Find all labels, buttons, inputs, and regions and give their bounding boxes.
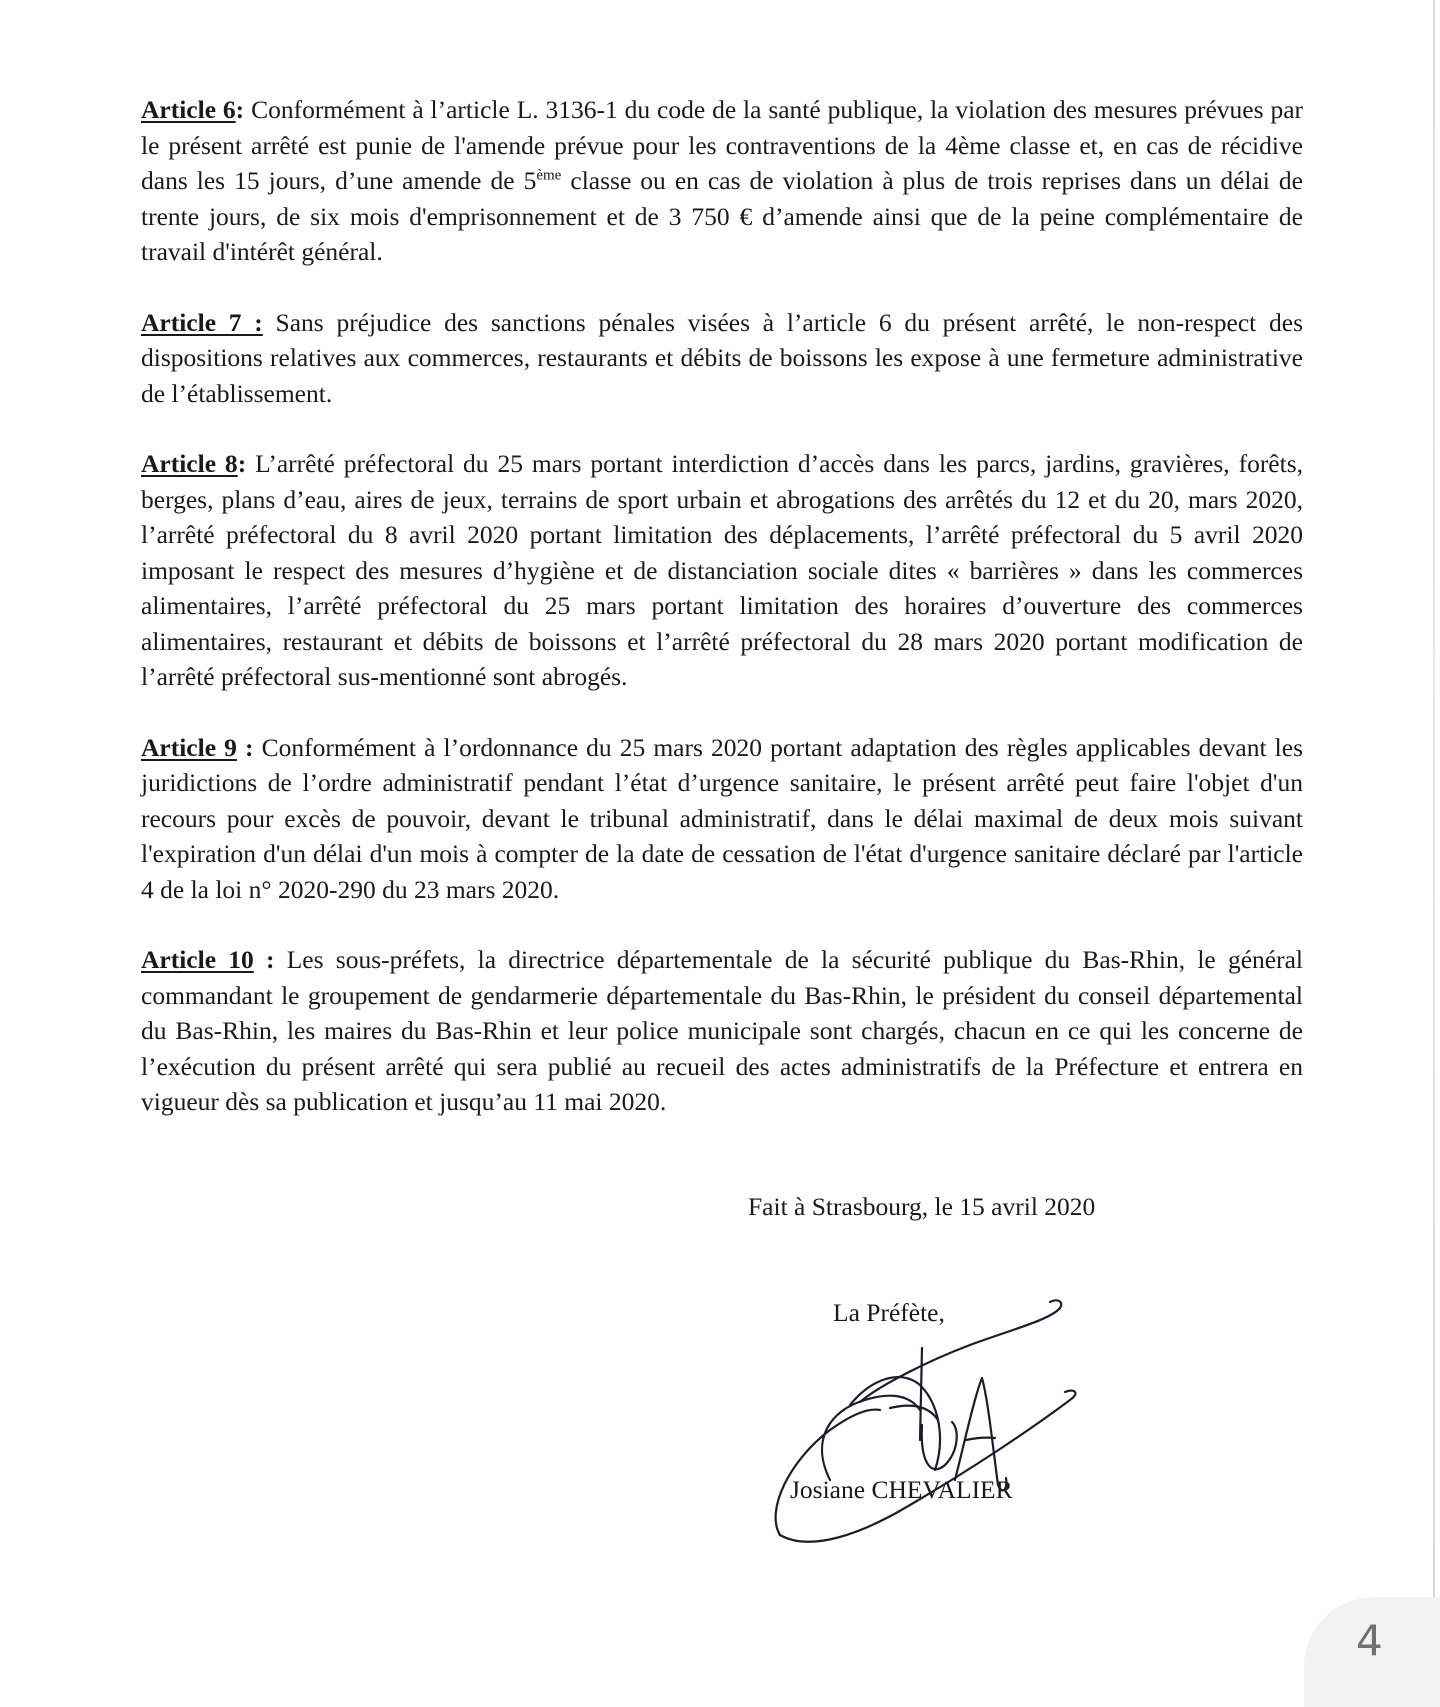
article-6-label: Article 6	[141, 95, 236, 124]
article-9-label: Article 9	[141, 732, 237, 762]
article-8-text: L’arrêté préfectoral du 25 mars portant interdiction d’accès dans les parcs, jardins, gravières, forêts, berges, plans d’eau, aires de jeux, terrains de sport urbain et abrogations des arrêtés du 12 et du 20, mars 2020, l’arrêté préfectoral du 8 avril 2020 portant limitation des déplacements, l’arrêté préfectoral du 5 avril 2020 imposant le respect des mesures d’hygiène et de distanciation sociale dites « barrières » dans les commerces alimentaires, l’arrêté préfectoral du 25 mars portant limitation des horaires d’ouverture des commerces alimentaires, restaurant et débits de boissons et l’arrêté préfectoral du 28 mars 2020 portant modification de l’arrêté préfectoral sus-mentionné sont abrogés.	[141, 449, 1304, 691]
article-10-text: Les sous-préfets, la directrice départementale de la sécurité publique du Bas-Rhin, le général commandant le groupement de gendarmerie départementale du Bas-Rhin, le président du conseil départemental du Bas-Rhin, les maires du Bas-Rhin et leur police municipale sont chargés, chacun en ce qui les concerne de l’exécution du présent arrêté qui sera publié au recueil des actes administratifs de la Préfecture et entrera en vigueur dès sa publication et jusqu’au 11 mai 2020.	[141, 945, 1303, 1116]
page-number: 4	[1356, 1616, 1383, 1665]
article-10-label: Article 10	[141, 945, 254, 974]
article-7-text: Sans préjudice des sanctions pénales visées à l’article 6 du présent arrêté, le non-respect des dispositions relatives aux commerces, restaurants et débits de boissons les expose à une fermeture administrative de l’établissement.	[141, 307, 1304, 408]
article-8	[141, 446, 1303, 695]
signer-name: Josiane CHEVALIER	[790, 1475, 1013, 1504]
document-body	[141, 92, 1303, 1155]
article-9	[141, 730, 1303, 908]
article-6-text-part-1: Conformément à l’article L. 3136-1 du code de la santé publique, la violation des mesures prévues par le présent arrêté est punie de l'amende prévue pour les contraventions de la 4ème classe et, en cas de récidive dans les 15 jours, d’une amende de 5	[141, 95, 1303, 195]
article-7-separator	[263, 308, 276, 337]
article-6-superscript: ème	[536, 167, 562, 184]
article-6-text-part-2: classe ou en cas de violation à plus de trois reprises dans un délai de trente jours, de six mois d'emprisonnement et de 3 750 € d’amende ainsi que de la peine complémentaire de travail d'intérêt général.	[141, 166, 1303, 266]
article-8-label: Article 8	[141, 449, 238, 478]
article-10-separator: :	[253, 945, 287, 974]
place-and-date: Fait à Strasbourg, le 15 avril 2020	[748, 1192, 1096, 1221]
handwritten-signature-icon	[770, 1290, 1100, 1550]
article-10	[141, 942, 1303, 1120]
article-8-separator: :	[237, 449, 256, 478]
signer-title: La Préfète,	[833, 1298, 945, 1327]
article-9-text: Conformément à l’ordonnance du 25 mars 2020 portant adaptation des règles applicables devant les juridictions de l’ordre administratif pendant l’état d’urgence sanitaire, le présent arrêté peut faire l'objet d'un recours pour excès de pouvoir, devant le tribunal administratif, dans le délai maximal de deux mois suivant l'expiration d'un délai d'un mois à compter de la date de cessation de l'état d'urgence sanitaire déclaré par l'article 4 de la loi n° 2020-290 du 23 mars 2020.	[141, 732, 1304, 904]
scan-edge-divider	[1433, 0, 1435, 1679]
article-7	[141, 305, 1303, 412]
article-6	[141, 92, 1303, 270]
article-7-label: Article 7 :	[141, 307, 263, 337]
article-9-separator: :	[236, 732, 262, 762]
article-6-separator: :	[235, 95, 252, 124]
